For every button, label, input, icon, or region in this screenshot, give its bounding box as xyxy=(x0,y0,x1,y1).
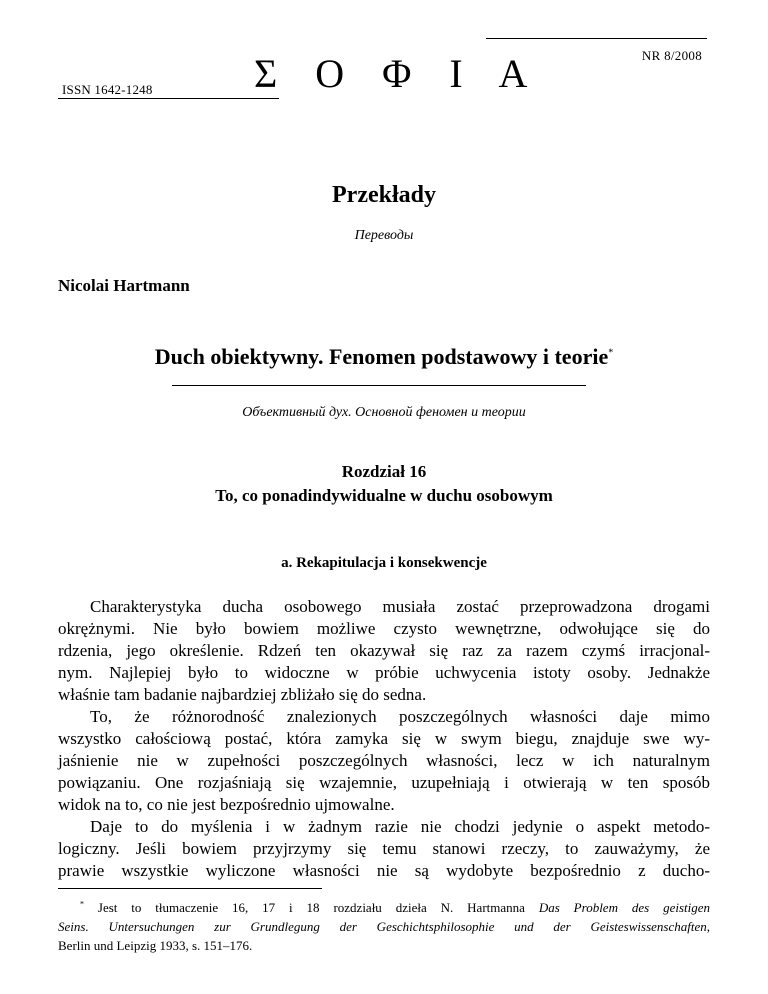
body-line: wszystko całościową postać, która zamyka się w swym biegu, znajduje swe wy- xyxy=(58,729,710,748)
body-line: Daje to do myślenia i w żadnym razie nie chodzi jedynie o aspekt metodo- xyxy=(90,817,710,836)
body-line: właśnie tam badanie najbardziej zbliżało się do sedna. xyxy=(58,685,427,704)
footnote-reference[interactable]: * xyxy=(608,347,614,359)
article-title-text: Duch obiektywny. Fenomen podstawowy i teorie xyxy=(154,344,609,369)
subsection-heading: a. Rekapitulacja i konsekwencje xyxy=(281,555,487,571)
footnote-work-title: Das Problem des geistigen xyxy=(538,900,711,915)
article-title xyxy=(0,344,768,370)
chapter-number: Rozdział 16 xyxy=(341,462,427,481)
body-line: Charakterystyka ducha osobowego musiała zostać przeprowadzona drogami xyxy=(90,597,710,616)
issue-number: NR 8/2008 xyxy=(641,48,702,63)
issn-label: ISSN 1642-1248 xyxy=(62,82,153,97)
article-subtitle: Объективный дух. Основной феномен и теории xyxy=(242,405,526,420)
section-subtitle: Переводы xyxy=(354,228,414,243)
footnote-work-subtitle: Seins. Untersuchungen zur Grundlegung der Geschichtsphilosophie und der Geisteswissenschaften xyxy=(58,919,707,934)
body-line: To, że różnorodność znalezionych poszczególnych własności daje mimo xyxy=(90,707,710,726)
footnote-text: Jest to tłumaczenie 16, 17 i 18 rozdziału dzieła N. Hartmanna xyxy=(97,900,539,915)
footnote-line xyxy=(58,898,710,917)
issn-rule xyxy=(58,98,279,99)
body-line: nym. Najlepiej było to widoczne w próbie uchwycenia istoty osoby. Jednakże xyxy=(58,663,710,682)
body-line: widok na to, co nie jest bezpośrednio ujmowalne. xyxy=(58,795,395,814)
body-line: logiczny. Jeśli bowiem przyjrzymy się temu stanowi rzeczy, to zauważymy, że xyxy=(58,839,710,858)
body-line: rdzenia, jego określenie. Rdzeń ten okazywał się raz za razem czymś irracjonal- xyxy=(58,641,710,660)
chapter-heading xyxy=(0,460,768,508)
title-rule xyxy=(172,385,586,386)
footnote-mark: * xyxy=(80,899,84,909)
footnote-line: Berlin und Leipzig 1933, s. 151–176. xyxy=(58,938,253,953)
journal-logo: Σ Ο Φ Ι Α xyxy=(254,51,542,96)
footnote-rule xyxy=(58,888,322,889)
header-rule-right xyxy=(486,38,707,39)
body-line: powiązaniu. One rozjaśniają się wzajemnie, uzupełniają i otwierają w ten sposób xyxy=(58,773,710,792)
footnote-comma: , xyxy=(706,919,710,934)
author-name: Nicolai Hartmann xyxy=(58,276,190,295)
section-title: Przekłady xyxy=(332,182,436,208)
body-line: okrężnymi. Nie było bowiem możliwe czysto wewnętrzne, odwołujące się do xyxy=(58,619,710,638)
body-line: jaśnienie nie w zupełności poszczególnych własności, lecz w ich naturalnym xyxy=(58,751,710,770)
chapter-title: To, co ponadindywidualne w duchu osobowym xyxy=(215,486,553,505)
body-line: prawie wszystkie wyliczone własności nie są wydobyte bezpośrednio z ducho- xyxy=(58,861,710,880)
footnote-line xyxy=(58,917,710,936)
body-text xyxy=(58,596,710,882)
footnote xyxy=(58,898,710,955)
